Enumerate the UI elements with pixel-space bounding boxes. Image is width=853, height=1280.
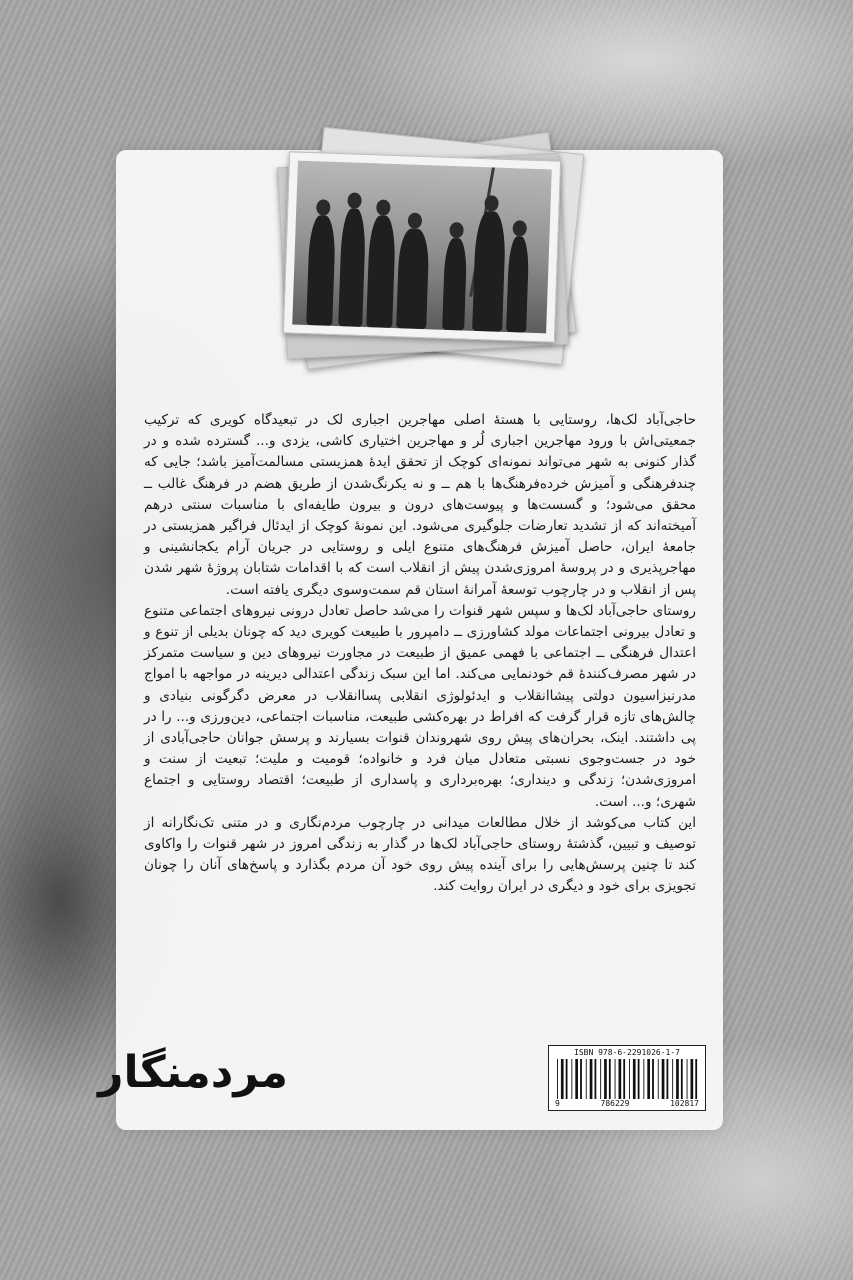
person-figure (396, 228, 429, 329)
person-figure (366, 215, 396, 328)
paragraph-2: روستای حاجی‌آباد لک‌ها و سپس شهر قنوات را می‌شد حاصل تعادل درونی نیروهای اجتماعی متنوع و تعادل بیرونی اجتماعات مولد کشاورزی ــ دامپرور با طبیعت کویری دید که چونان بدیلی از تنوع و اعتدال فرهنگی ــ اجتماعی با فهمی عمیق از طبیعت در مجاورت نیروهای دین و سیاست متمرکز در شهر مصرف‌کنندهٔ قم خودنمایی می‌کند. اما این سبک زندگی اعتدالی دیرینه در مواجهه با امواج مدرنیزاسیون دولتی پیشاانقلاب و ایدئولوژی انقلابی پساانقلاب در معرض دگرگونی بنیادی و چالش‌های تازه قرار گرفت که افراط در بهره‌کشی طبیعت، مناسبات اجتماعی، دین‌ورزی و... را در پی داشتند. اینک، بحران‌های پیش روی شهروندان قنوات بسیارند و پرسش جوانان حاجی‌آبادی از خود در جست‌وجوی نسبتی متعادل میان فرد و خانواده؛ قومیت و ملیت؛ تبعیت از سنت و امروزی‌شدن؛ زندگی و دینداری؛ بهره‌برداری و پاسداری از طبیعت؛ اقتصاد روستایی و اجتماع شهری؛ و... است. (144, 602, 696, 810)
barcode-bar (676, 1059, 679, 1099)
isbn-number: ISBN 978-6-2291026-1-7 (574, 1048, 680, 1057)
photo-stack (272, 120, 592, 380)
barcode-bar (652, 1059, 654, 1099)
person-figure (306, 215, 336, 326)
barcode-bar (658, 1059, 659, 1099)
barcode-bar (672, 1059, 673, 1099)
barcode-bar (575, 1059, 578, 1099)
barcode-bar (590, 1059, 593, 1099)
barcode-lead-digit: 9 (555, 1099, 560, 1108)
historical-group-photo (283, 151, 561, 342)
barcode-bar (600, 1059, 601, 1099)
paragraph-1: حاجی‌آباد لک‌ها، روستایی با هستهٔ اصلی مهاجرین اجباری لک در تبعیدگاه کویری که ترکیب جمعیتی‌اش با ورود مهاجرین اجباری لُر و مهاجرین اختیاری کاشی، یزدی و... گسترده شده و در گذار کنونی به شهر می‌تواند نمونه‌ای کوچک از تحقق ایدهٔ همزیستی مسالمت‌آمیز باشد؛ جایی که چندفرهنگی و آمیزش خرده‌فرهنگ‌ها با هم ــ و نه یکرنگ‌شدن از طریق هضم در فرهنگ غالب ــ محقق می‌شود؛ و گسست‌ها و پیوست‌های درون و بیرون طایفه‌ای با مناسبات سنتی درهم آمیخته‌اند که از تشدید تعارضات جلوگیری می‌شود. این نمونهٔ کوچک از ایدئال فراگیر همزیستی در جامعهٔ ایران، حاصل آمیزش فرهنگ‌های متنوع ایلی و روستایی در جریان آرام یکجانشینی و مهاجرپذیری و در پروسهٔ امروزی‌شدن پیش از انقلاب است که با اقدامات شتابان پروژهٔ شهر شدن پس از انقلاب و در چارچوب توسعهٔ آمرانهٔ استان قم سمت‌وسوی دیگری یافته است. (144, 412, 696, 598)
barcode-bar (643, 1059, 644, 1099)
barcode-bar (619, 1059, 622, 1099)
barcode-group-1: 786229 (600, 1099, 630, 1108)
barcode-bar (667, 1059, 669, 1099)
barcode-bar (681, 1059, 683, 1099)
barcode-bar (609, 1059, 611, 1099)
barcode-bar (687, 1059, 688, 1099)
barcode-bar (647, 1059, 650, 1099)
person-figure (442, 238, 467, 331)
barcode-bar (662, 1059, 665, 1099)
barcode-bars (555, 1059, 699, 1099)
barcode-bar (595, 1059, 597, 1099)
barcode-bar (615, 1059, 616, 1099)
barcode-bar (604, 1059, 607, 1099)
barcode-bar (580, 1059, 582, 1099)
barcode-bar (571, 1059, 572, 1099)
person-figure (338, 208, 366, 327)
barcode-bar (695, 1059, 697, 1099)
isbn-barcode (548, 1045, 706, 1111)
barcode-bar (566, 1059, 568, 1099)
barcode-bar (557, 1059, 558, 1099)
barcode-bar (633, 1059, 636, 1099)
barcode-bar (561, 1059, 564, 1099)
photo-image (292, 161, 552, 334)
barcode-digits (555, 1099, 699, 1109)
barcode-bar (638, 1059, 640, 1099)
barcode-group-2: 102817 (670, 1099, 699, 1108)
publisher-logo: مردمنگار (98, 1047, 288, 1098)
person-figure (506, 236, 529, 333)
person-figure (472, 211, 506, 332)
barcode-bar (623, 1059, 625, 1099)
barcode-bar (691, 1059, 694, 1099)
back-cover-description (144, 410, 696, 898)
paragraph-3: این کتاب می‌کوشد از خلال مطالعات میدانی در چارچوب مردم‌نگاری و در متنی تک‌نگارانه از توصیف و تبیین، گذشتهٔ روستای حاجی‌آباد لک‌ها در گذار به زندگی امروز در شهر قنوات را واکاوی کند تا چنین پرسش‌هایی را برای آینده پیش روی خود آن مردم بگذارد و پاسخ‌های آنان را چونان تجویزی برای خود و دیگری در ایران روایت کند. (144, 814, 696, 895)
barcode-bar (629, 1059, 630, 1099)
barcode-bar (586, 1059, 587, 1099)
